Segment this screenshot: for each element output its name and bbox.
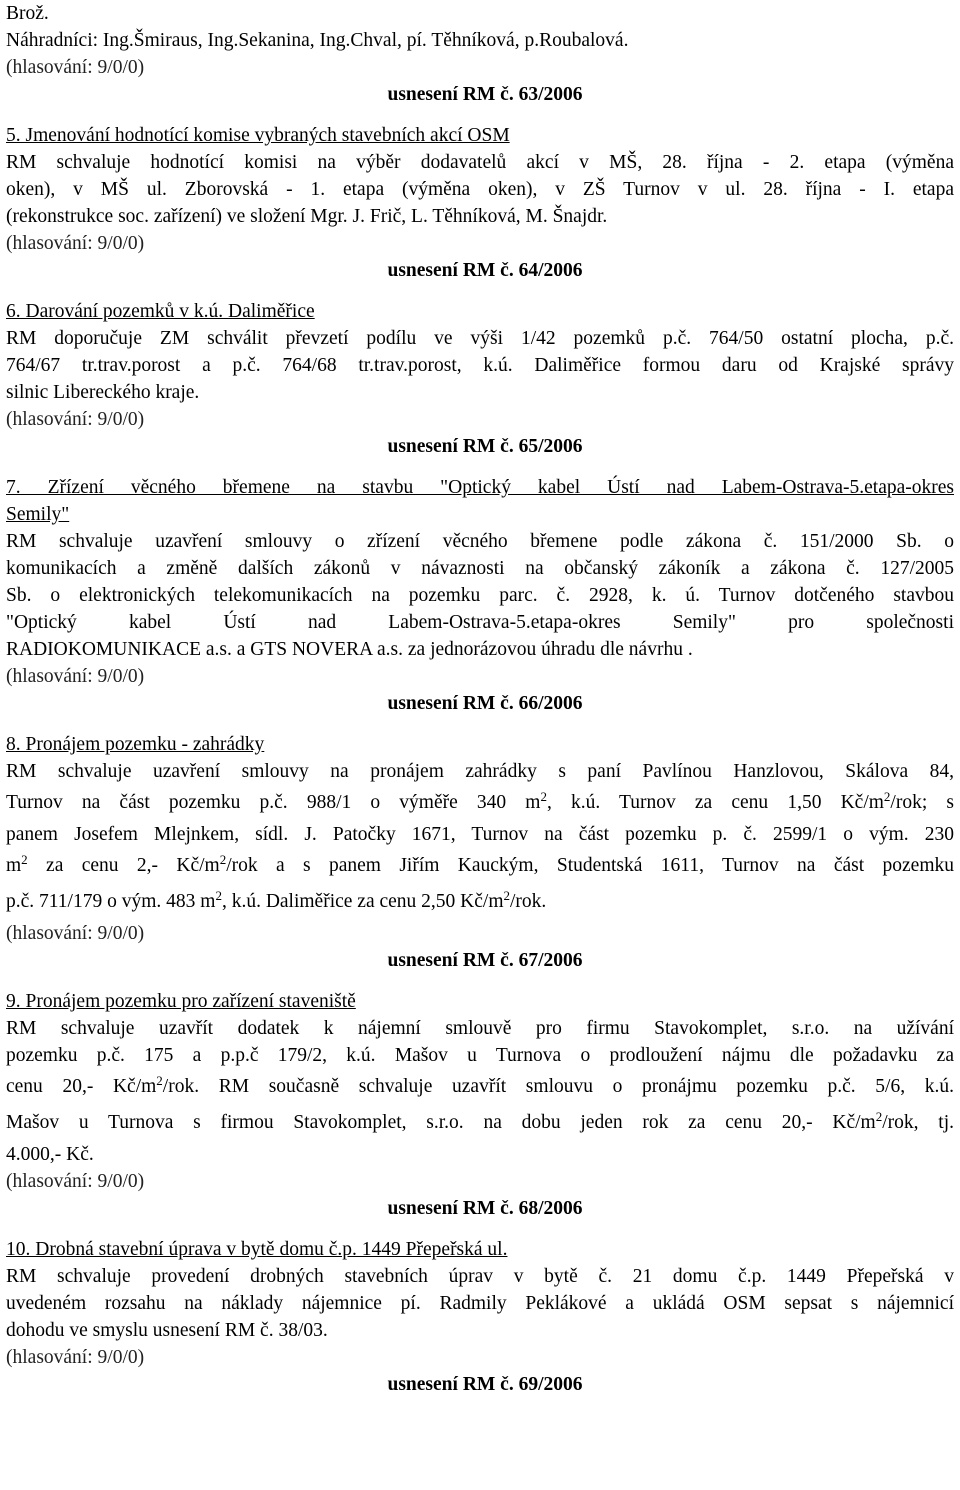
resolution-number: usnesení RM č. 68/2006 xyxy=(387,1198,583,1219)
text-line xyxy=(6,785,954,821)
text-line: RM schvaluje uzavřít dodatek k nájemní smlouvě pro firmu Stavokomplet, s.r.o. na užívání xyxy=(6,1018,954,1039)
resolution-number: usnesení RM č. 63/2006 xyxy=(387,84,583,105)
superscript: 2 xyxy=(156,1073,163,1088)
text-line xyxy=(6,1069,954,1105)
text-segment: za cenu 2,- Kč/m xyxy=(27,855,220,876)
vote-result: (hlasování: 9/0/0) xyxy=(6,1347,145,1368)
text-line: Sb. o elektronických telekomunikacích na pozemku parc. č. 2928, k. ú. Turnov dotčeného stavbou xyxy=(6,585,954,606)
substitutes-line: Náhradníci: Ing.Šmiraus, Ing.Sekanina, Ing.Chval, pí. Těhníková, p.Roubalová. xyxy=(6,30,629,51)
text-line xyxy=(6,884,954,920)
superscript: 2 xyxy=(883,789,891,804)
text-segment: , k.ú. Daliměřice za cenu 2,50 Kč/m xyxy=(221,891,504,912)
text-line: silnic Libereckého kraje. xyxy=(6,382,200,403)
text-line: RM schvaluje provedení drobných stavebních úprav v bytě č. 21 domu č.p. 1449 Přepeřská v xyxy=(6,1266,954,1287)
section-heading: 7. Zřízení věcného břemene na stavbu "Optický kabel Ústí nad Labem-Ostrava-5.etapa-okres xyxy=(6,477,954,498)
text-segment: Mašov u Turnova s firmou Stavokomplet, s.r.o. na dobu jeden rok za cenu 20,- Kč/m xyxy=(6,1112,876,1133)
text-line: RM schvaluje hodnotící komisi na výběr dodavatelů akcí v MŠ, 28. října - 2. etapa (výměna xyxy=(6,152,954,173)
text-line: RM schvaluje uzavření smlouvy o zřízení věcného břemene podle zákona č. 151/2000 Sb. o xyxy=(6,531,954,552)
text-segment: m xyxy=(6,855,22,876)
resolution-number: usnesení RM č. 69/2006 xyxy=(387,1374,583,1395)
section-heading-cont: Semily" xyxy=(6,504,70,525)
text-line: oken), v MŠ ul. Zborovská - 1. etapa (výměna oken), v ZŠ Turnov v ul. 28. října - I. etapa xyxy=(6,179,954,200)
vote-result: (hlasování: 9/0/0) xyxy=(6,923,145,944)
text-line: "Optický kabel Ústí nad Labem-Ostrava-5.etapa-okres Semily" pro společnosti xyxy=(6,612,954,633)
resolution-number: usnesení RM č. 67/2006 xyxy=(387,950,583,971)
text-line: RM schvaluje uzavření smlouvy na pronájem zahrádky s paní Pavlínou Hanzlovou, Skálova 84, xyxy=(6,761,954,782)
text-segment: /rok. RM současně schvaluje uzavřít smlouvu o pronájmu pozemku p.č. 5/6, k.ú. xyxy=(162,1076,954,1097)
superscript: 2 xyxy=(875,1109,883,1124)
document-page xyxy=(6,0,954,1398)
superscript: 2 xyxy=(503,888,510,903)
section-heading: 8. Pronájem pozemku - zahrádky xyxy=(6,734,265,755)
text-segment: cenu 20,- Kč/m xyxy=(6,1076,157,1097)
text-line: (rekonstrukce soc. zařízení) ve složení Mgr. J. Frič, L. Těhníková, M. Šnajdr. xyxy=(6,206,608,227)
text-segment: p.č. 711/179 o vým. 483 m xyxy=(6,891,216,912)
text-line: uvedeném rozsahu na náklady nájemnice pí. Radmily Peklákové a ukládá OSM sepsat s nájemnicí xyxy=(6,1293,954,1314)
text-line: RM doporučuje ZM schválit převzetí podílu ve výši 1/42 pozemků p.č. 764/50 ostatní plocha, p.č. xyxy=(6,328,954,349)
text-line: RADIOKOMUNIKACE a.s. a GTS NOVERA a.s. za jednorázovou úhradu dle návrhu . xyxy=(6,639,693,660)
text-line: komunikacích a změně dalších zákonů v návaznosti na občanský zákoník a zákona č. 127/2005 xyxy=(6,558,954,579)
text-segment: /rok; s xyxy=(890,792,954,813)
text-segment: /rok. xyxy=(510,891,547,912)
text-line xyxy=(6,1105,954,1141)
text-segment: /rok, tj. xyxy=(882,1112,954,1133)
vote-result: (hlasování: 9/0/0) xyxy=(6,409,145,430)
superscript: 2 xyxy=(219,852,227,867)
text-line: 4.000,- Kč. xyxy=(6,1144,94,1165)
text-segment: Turnov na část pozemku p.č. 988/1 o výměře 340 m xyxy=(6,792,541,813)
text-line: Brož. xyxy=(6,3,49,24)
section-heading: 9. Pronájem pozemku pro zařízení staveniště xyxy=(6,991,356,1012)
superscript: 2 xyxy=(21,852,28,867)
vote-result: (hlasování: 9/0/0) xyxy=(6,1171,145,1192)
text-line xyxy=(6,848,954,884)
section-heading: 10. Drobná stavební úprava v bytě domu č.p. 1449 Přepeřská ul. xyxy=(6,1239,508,1260)
section-heading: 6. Darování pozemků v k.ú. Daliměřice xyxy=(6,301,315,322)
section-heading: 5. Jmenování hodnotící komise vybraných stavebních akcí OSM xyxy=(6,125,510,146)
text-segment: , k.ú. Turnov za cenu 1,50 Kč/m xyxy=(546,792,884,813)
resolution-number: usnesení RM č. 66/2006 xyxy=(387,693,583,714)
vote-result: (hlasování: 9/0/0) xyxy=(6,233,145,254)
vote-result: (hlasování: 9/0/0) xyxy=(6,666,145,687)
superscript: 2 xyxy=(215,888,222,903)
vote-result: (hlasování: 9/0/0) xyxy=(6,57,145,78)
text-line: 764/67 tr.trav.porost a p.č. 764/68 tr.trav.porost, k.ú. Daliměřice formou daru od Krajské správy xyxy=(6,355,954,376)
resolution-number: usnesení RM č. 64/2006 xyxy=(387,260,583,281)
text-line: dohodu ve smyslu usnesení RM č. 38/03. xyxy=(6,1320,328,1341)
resolution-number: usnesení RM č. 65/2006 xyxy=(387,436,583,457)
text-line: panem Josefem Mlejnkem, sídl. J. Patočky 1671, Turnov na část pozemku p. č. 2599/1 o vým. 230 xyxy=(6,824,954,845)
text-line: pozemku p.č. 175 a p.p.č 179/2, k.ú. Mašov u Turnova o prodloužení nájmu dle požadavku za xyxy=(6,1045,954,1066)
superscript: 2 xyxy=(540,789,547,804)
text-segment: /rok a s panem Jiřím Kauckým, Studentská 1611, Turnov na část pozemku xyxy=(226,855,954,876)
